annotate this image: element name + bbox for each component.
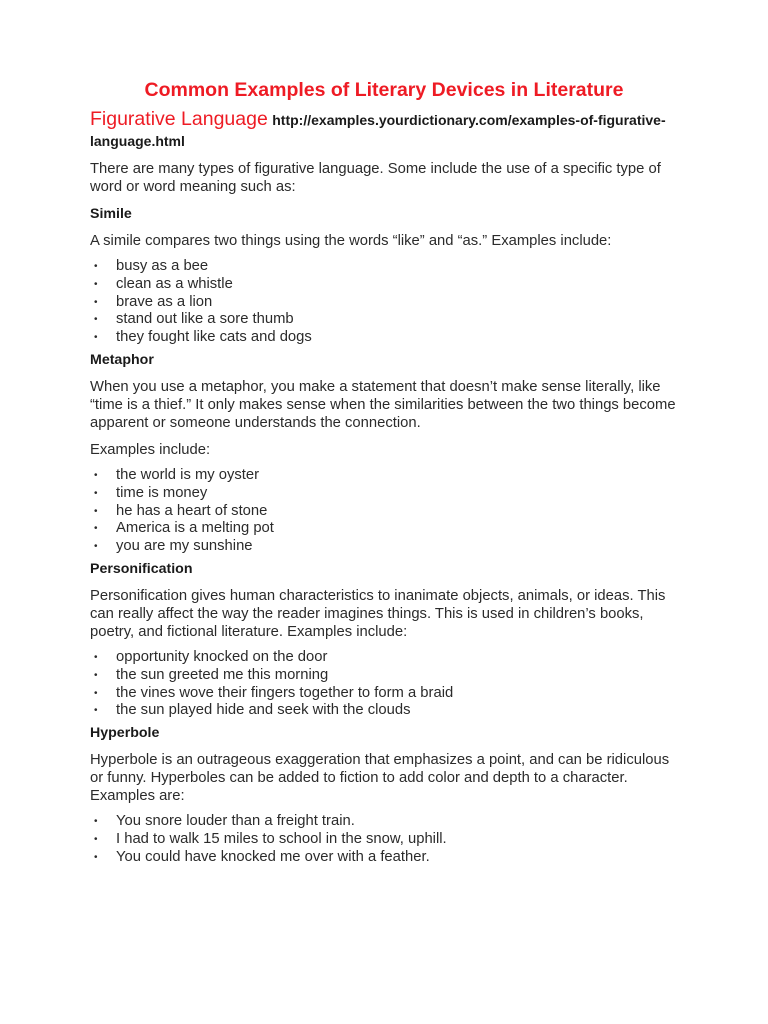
list-item (90, 258, 678, 276)
bullet-icon: • (94, 541, 98, 553)
list-item (90, 485, 678, 503)
list-item-text: time is money (116, 484, 208, 501)
list-item-text: stand out like a sore thumb (116, 311, 294, 328)
bullet-icon: • (94, 705, 98, 717)
personification-heading: Personification (90, 560, 193, 577)
bullet-icon: • (94, 816, 98, 828)
list-item-text: brave as a lion (116, 293, 213, 310)
list-item (90, 702, 678, 720)
personification-description: Personification gives human characteristics to inanimate objects, animals, or ideas. This can really affect the way the reader imagines things. This is used in children’s books, poetry, and fictional literature. Examples include: (90, 587, 666, 640)
metaphor-examples-list (90, 467, 678, 556)
bullet-icon: • (94, 332, 98, 344)
list-item (90, 294, 678, 312)
list-item-text: he has a heart of stone (116, 502, 268, 519)
list-item-text: the vines wove their fingers together to form a braid (116, 684, 454, 701)
bullet-icon: • (94, 261, 98, 272)
personification-examples-list (90, 649, 678, 720)
list-item (90, 667, 678, 685)
list-item (90, 503, 678, 521)
list-item-text: opportunity knocked on the door (116, 648, 328, 665)
list-item (90, 831, 678, 849)
list-item-text: they fought like cats and dogs (116, 329, 312, 346)
hyperbole-heading: Hyperbole (90, 725, 160, 742)
list-item (90, 813, 678, 831)
document-title: Common Examples of Literary Devices in Literature (144, 79, 624, 101)
list-item-text: America is a melting pot (116, 520, 274, 537)
list-item (90, 849, 678, 867)
list-item-text: the sun greeted me this morning (116, 666, 329, 683)
bullet-icon: • (94, 669, 98, 681)
bullet-icon: • (94, 487, 98, 499)
simile-description: A simile compares two things using the words “like” and “as.” Examples include: (90, 233, 612, 249)
bullet-icon: • (94, 278, 98, 290)
list-item (90, 520, 678, 538)
list-item (90, 311, 678, 329)
list-item (90, 467, 678, 485)
list-item-text: busy as a bee (116, 258, 209, 274)
bullet-icon: • (94, 651, 98, 663)
list-item-text: clean as a whistle (116, 275, 233, 292)
simile-heading: Simile (90, 206, 132, 222)
section-title: Figurative Language (90, 108, 268, 130)
bullet-icon: • (94, 314, 98, 326)
simile-examples-list (90, 258, 678, 347)
list-item (90, 276, 678, 294)
hyperbole-description: Hyperbole is an outrageous exaggeration that emphasizes a point, and can be ridiculous or funny. Hyperboles can be added to fiction to add color and depth to a character. Examples are: (90, 752, 670, 805)
list-item-text: the sun played hide and seek with the clouds (116, 702, 411, 719)
metaphor-heading: Metaphor (90, 351, 154, 368)
list-item (90, 329, 678, 347)
intro-paragraph: There are many types of figurative language. Some include the use of a specific type of word or word meaning such as: (90, 161, 661, 195)
list-item (90, 685, 678, 703)
list-item (90, 649, 678, 667)
bullet-icon: • (94, 523, 98, 535)
metaphor-description: When you use a metaphor, you make a statement that doesn’t make sense literally, like “time is a thief.” It only makes sense when the similarities between the two things become apparent or someone understands the connection. (90, 378, 676, 431)
list-item (90, 538, 678, 556)
section-source-link[interactable]: http://examples.yourdictionary.com/examples-of-figurative-language.html (90, 112, 666, 149)
list-item-text: you are my sunshine (116, 538, 253, 555)
list-item-text: I had to walk 15 miles to school in the snow, uphill. (116, 830, 447, 847)
bullet-icon: • (94, 505, 98, 517)
metaphor-examples-intro: Examples include: (90, 441, 211, 458)
list-item-text: You could have knocked me over with a feather. (116, 848, 430, 865)
bullet-icon: • (94, 469, 98, 481)
hyperbole-examples-list (90, 813, 678, 866)
list-item-text: You snore louder than a freight train. (116, 813, 355, 830)
list-item-text: the world is my oyster (116, 466, 260, 483)
bullet-icon: • (94, 687, 98, 699)
section-heading (90, 109, 678, 152)
bullet-icon: • (94, 833, 98, 845)
bullet-icon: • (94, 296, 98, 308)
bullet-icon: • (94, 851, 98, 863)
